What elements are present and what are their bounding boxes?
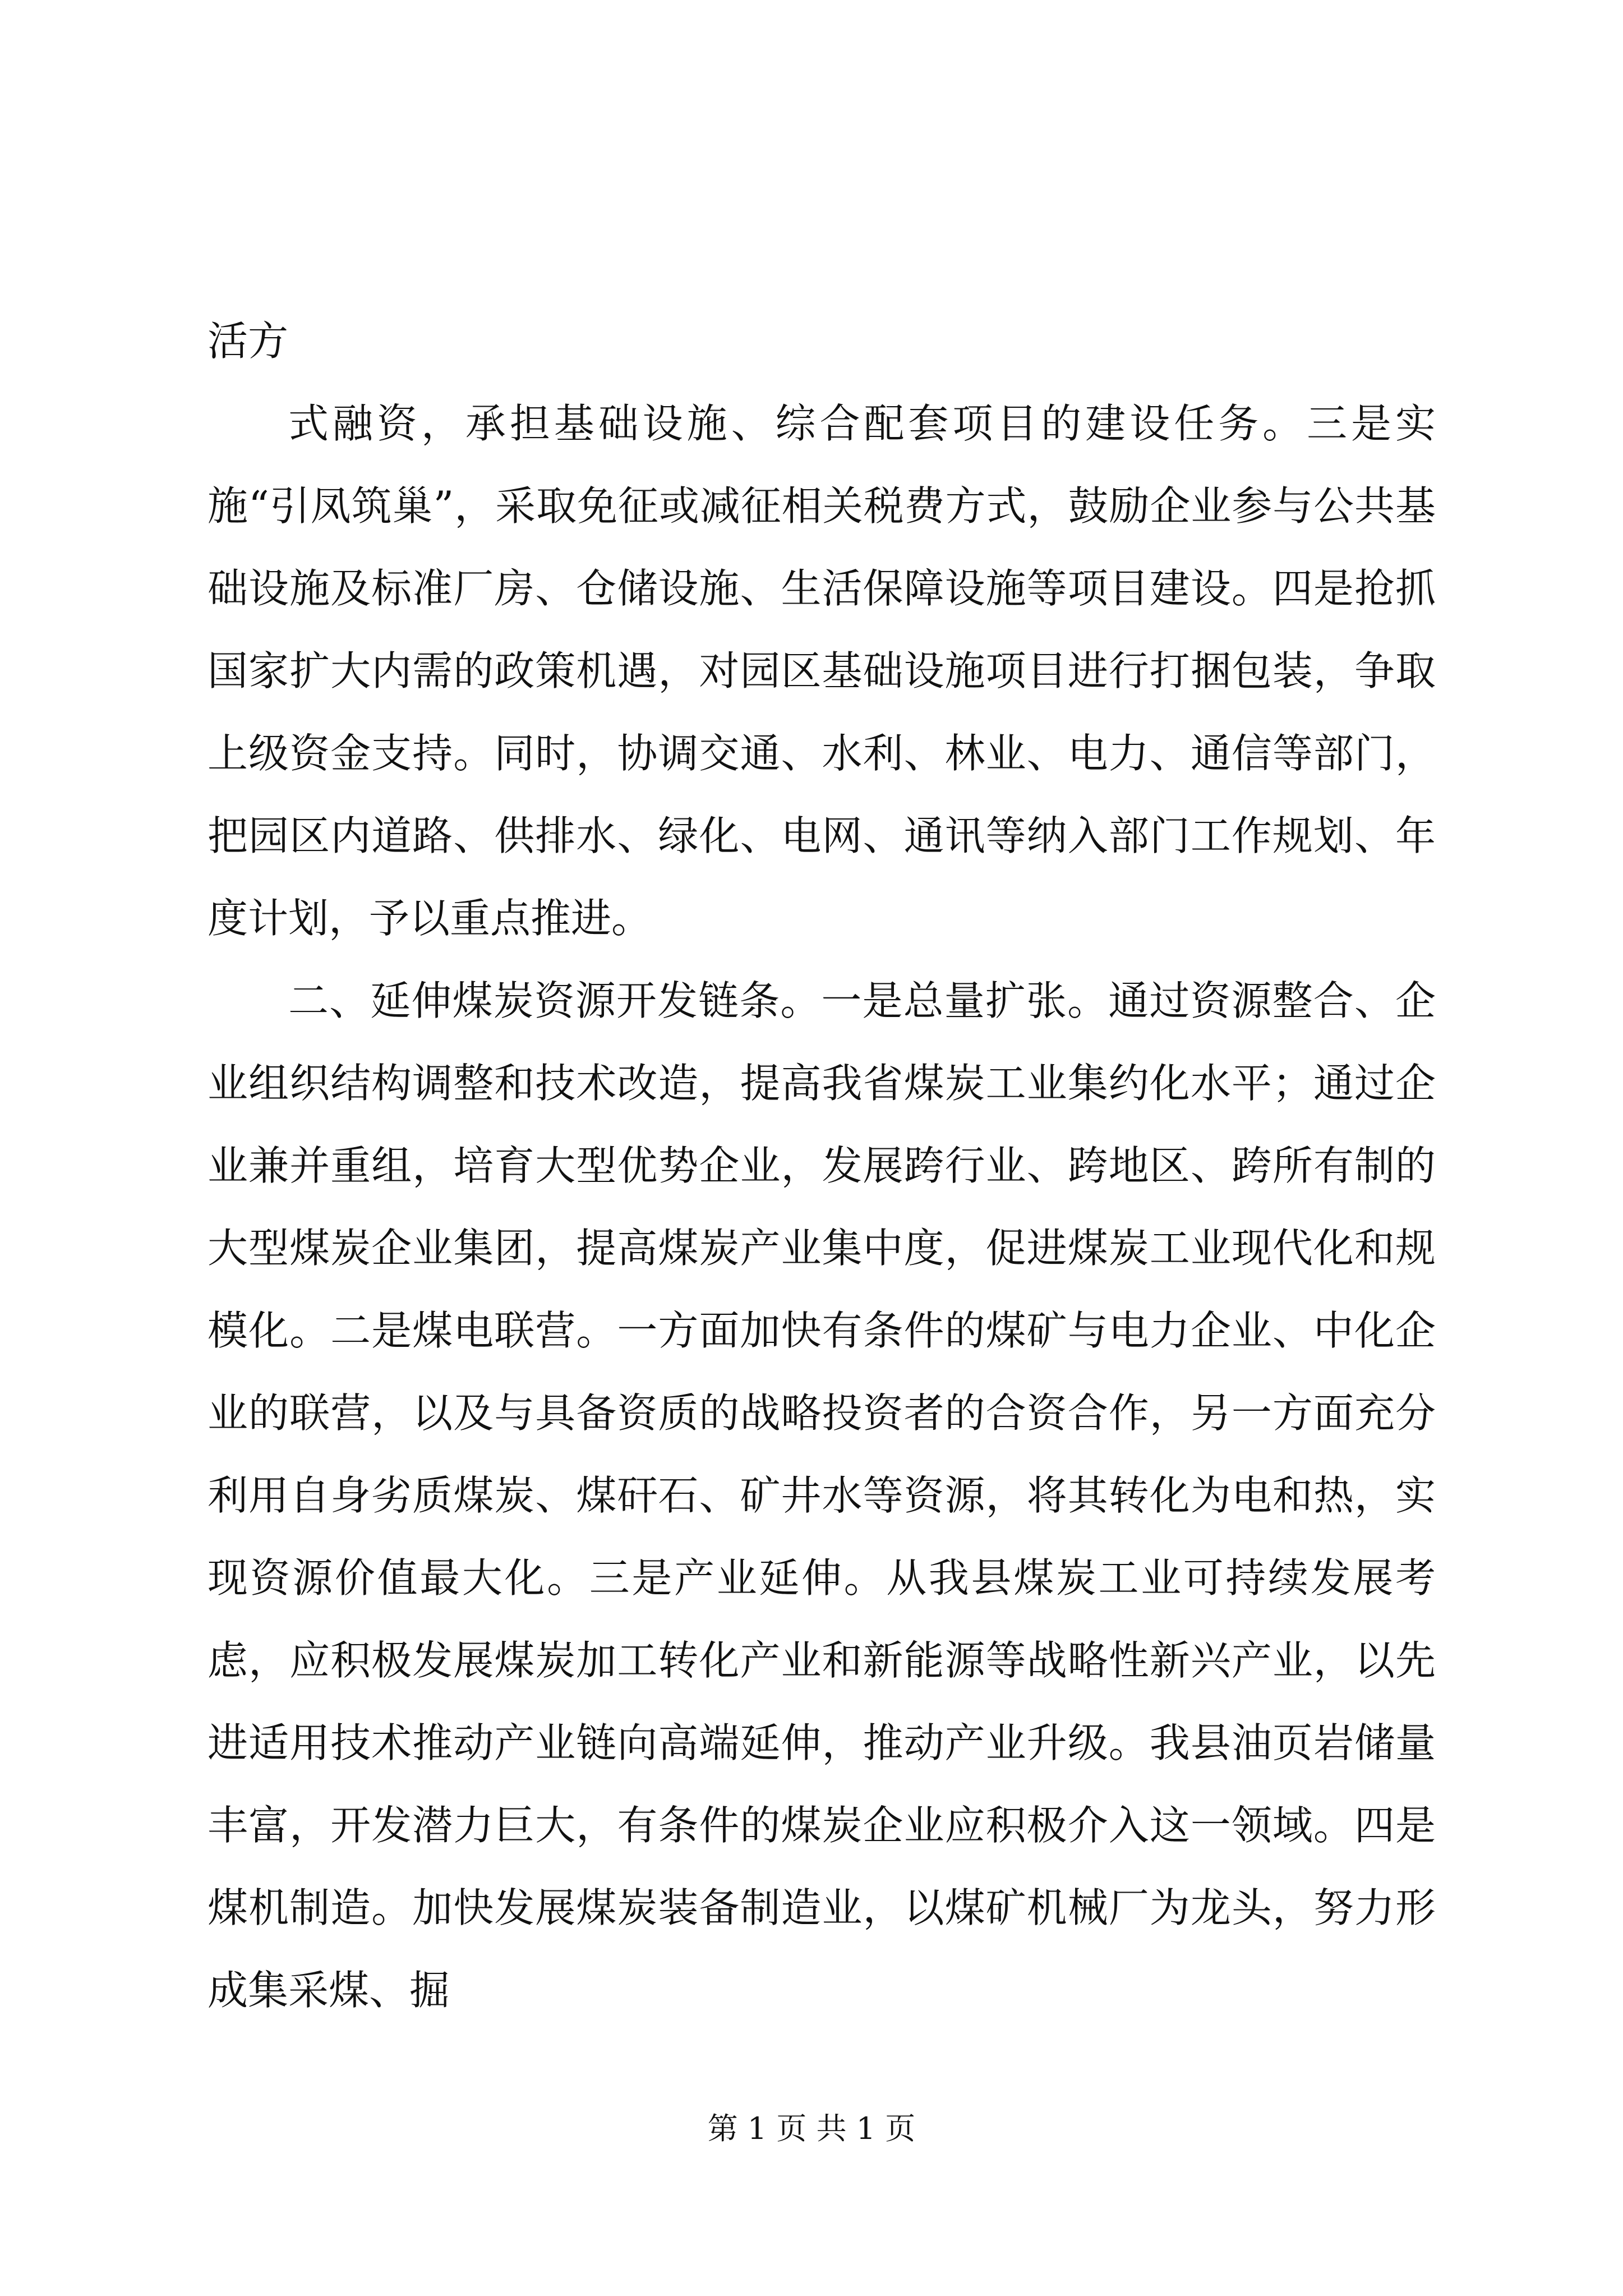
document-body: [208, 300, 1436, 2032]
paragraph-infrastructure: 式融资，承担基础设施、综合配套项目的建设任务。三是实施“引凤筑巢”，采取免征或减征相关税费方式，鼓励企业参与公共基础设施及标准厂房、仓储设施、生活保障设施等项目建设。四是抢抓国家扩大内需的政策机遇，对园区基础设施项目进行打捆包装，争取上级资金支持。同时，协调交通、水利、林业、电力、通信等部门，把园区内道路、供排水、绿化、电网、通讯等纳入部门工作规划、年度计划，予以重点推进。: [208, 400, 1436, 942]
paragraph-coal-chain: 二、延伸煤炭资源开发链条。一是总量扩张。通过资源整合、企业组织结构调整和技术改造，提高我省煤炭工业集约化水平；通过企业兼并重组，培育大型优势企业，发展跨行业、跨地区、跨所有制的大型煤炭企业集团，提高煤炭产业集中度，促进煤炭工业现代化和规模化。二是煤电联营。一方面加快有条件的煤矿与电力企业、中化企业的联营，以及与具备资质的战略投资者的合资合作，另一方面充分利用自身劣质煤炭、煤矸石、矿井水等资源，将其转化为电和热，实现资源价值最大化。三是产业延伸。从我县煤炭工业可持续发展考虑，应积极发展煤炭加工转化产业和新能源等战略性新兴产业，以先进适用技术推动产业链向高端延伸，推动产业升级。我县油页岩储量丰富，开发潜力巨大，有条件的煤炭企业应积极介入这一领域。四是煤机制造。加快发展煤炭装备制造业，以煤矿机械厂为龙头，努力形成集采煤、掘: [208, 977, 1436, 2014]
page-number-footer: 第 1 页 共 1 页: [707, 2111, 916, 2146]
paragraph-fragment: 活方: [208, 318, 289, 365]
